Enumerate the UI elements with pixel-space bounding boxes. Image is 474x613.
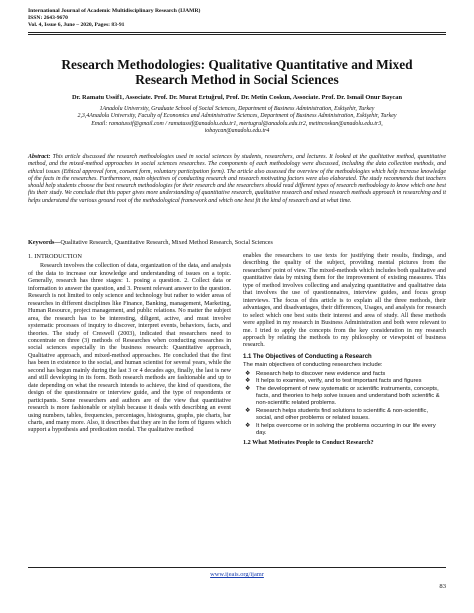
- footer-rule: [28, 567, 446, 568]
- abstract: [28, 154, 446, 205]
- journal-issn: ISSN: 2643-9670: [28, 15, 68, 22]
- diamond-bullet-icon: ❖: [245, 385, 251, 392]
- section-heading-introduction: 1. INTRODUCTION: [28, 253, 82, 260]
- title-line: Research Methodologies: Qualitative Quantitative and Mixed: [61, 57, 413, 72]
- list-item: ❖ The development of new systematic or scientific instruments, concepts, facts, and theories to help solve issues and understand both scientific & non-scientific related problems.: [245, 385, 440, 407]
- left-column: [28, 253, 231, 435]
- header-rule-double: [28, 34, 446, 35]
- diamond-bullet-icon: ❖: [245, 407, 251, 414]
- list-item: ❖ It helps to examine, verify, and to test important facts and figures: [245, 378, 422, 385]
- list-item: ❖ Research helps students find solutions to scientific & non-scientific, social, and other problems or related issues.: [245, 407, 429, 422]
- diamond-bullet-icon: ❖: [245, 378, 251, 385]
- affiliation-line: 2,3,4Anadolu University, Faculty of Economics and Administrative Sciences, Department of Business Administration, Eskişehir, Turkey: [77, 113, 397, 120]
- keywords-label: Keywords—: [28, 240, 61, 246]
- header-rule: [28, 32, 446, 33]
- list-item: ❖ Research help to discover new evidence and facts: [245, 370, 386, 377]
- subsection-heading-motivation: 1.2 What Motivates People to Conduct Research?: [243, 439, 374, 447]
- diamond-bullet-icon: ❖: [245, 370, 251, 377]
- intro-paragraph-continued: enables the researchers to use texts for justifying their results, findings, and describing the quality of the subject, providing mental pictures from the researchers' point of view. The mixed-methods which includes both qualitative and quantitative data by mixing them for the improvement of existing measures. This type of method involves collecting and analyzing quantitative and qualitative data that involves the use of questionnaires, interview guides, and focus group interviews. The focus of this article is to explain all the three methods, their advantages, and disadvantages, their differences, Usages, and analysis for research to select which one best suits their interest and area of study. All these methods were applied in my research in Business Administration and both were relevant to me. I tried to apply the concepts from the key consideration in my research approach by relating the methods to my philosophy or viewpoint of business research.: [243, 253, 446, 349]
- subsection-heading-objectives: 1.1 The Objectives of Conducting a Research: [243, 353, 372, 360]
- objectives-list: [243, 371, 446, 438]
- objectives-intro: The main objectives of conducting researches include:: [243, 362, 383, 369]
- abstract-text: This article discussed the research methodologies used in social sciences by students, researchers, and lectures. It looked at the qualitative method, quantitative method, and the mixed-method approaches in social sciences researches. The components of each methodology were discussed, including the data collection methods, and ethical issues (Ethical approval form, consent form, voluntary participation form). The article also assessed the overview of the methodologies which help increase knowledge of the facts in the researches. Furthermore, main objectives of conducting research and research motivating factors were also elaborated. The study recommends that teachers should help students choose the best research methodologies for their research and the researchers should read different types of research methodology to know which one best fits their study. We conclude that this paper gives more understanding of quantitative research, qualitative research and mixed research methods approach in researching and it helps understand the various ground root of the methodological framework and which one best fit the kind of research and at what time.: [28, 154, 446, 204]
- affiliation-line: 1Anadolu University, Graduate School of Social Sciences, Department of Business Administration, Eskişehir, Turkey: [99, 106, 375, 112]
- abstract-label: Abstract:: [28, 154, 51, 160]
- page-number: 83: [439, 583, 446, 590]
- affiliations: [30, 106, 444, 136]
- keywords: [28, 240, 446, 248]
- email-line: iobaycan@anadolu.edu.tr4: [204, 128, 270, 135]
- author-list: Dr. Ramatu Ussif1, Associate. Prof. Dr. Murat Ertuğrul, Prof. Dr. Metin Coskun, Associate. Prof. Dr. Ismail Onur Baycan: [72, 94, 402, 101]
- paper-title: [40, 57, 434, 87]
- footer-link[interactable]: www.ijeais.org/ijamr: [210, 571, 264, 578]
- journal-name: International Journal of Academic Multidisciplinary Research (IJAMR): [28, 8, 201, 14]
- intro-paragraph: Research involves the collection of data, organization of the data, and analysis of the data to increase our knowledge and understanding of issues on a topic. Generally, research has three stages: 1. posing a question. 2. Collect data or information to answer the question, and 3. Present relevant answer to the question. Research is not limited to only science and technology but rather to wider areas of researches in different disciplines like Finance, Banking, management, Marketing, Human Resource, project management, and public relations. No matter the subject area, the research has to be interesting, diligent, active, and must involve systematic processes of inquiry to discover, interpret events, behaviors, facts, and theories. The study of Creswell (2003), indicated that researchers need to concentrate on three (3) methods of Researches when conducting researches in social sciences especially in the business research: Quantitative approach, Qualitative approach, and mixed-method approaches. He concluded that the first has been in existence to the social, and human scientist for several years, while the second has begun mainly during the last 3 or 4 decades ago, finally, the last is new and still developing in its form. Both research methods are fashionable and up to date depending on what the research intends to achieve, the kind of questions, the design of the questionnaire or interview guide, and the type of respondents or participants. Some researchers and authors are of the view that quantitative research is more fashionable or stylish because it deals with describing an event using numbers, tables, frequencies, percentages, histograms, graphs, pie charts, bar charts, and many more. Also, it describes that they are in the form of figures which support a hypothesis and predication modal. The qualitative method: [28, 263, 231, 434]
- keywords-text: Qualitative Research, Quantitative Research, Mixed Method Research, Social Sciences: [60, 240, 273, 246]
- diamond-bullet-icon: ❖: [245, 422, 251, 429]
- right-column: [243, 253, 446, 447]
- email-line: Email: ramatussif@gmail.com / ramatussif@anadolu.edu.tr1, mertugrul@anadolu.edu.tr2, metincoskun@anadolu.edu.tr3,: [91, 120, 383, 127]
- list-item: ❖ It helps overcome or in solving the problems occurring in our life every day.: [245, 422, 436, 437]
- journal-volume: Vol. 4, Issue 6, June – 2020, Pages: 83-91: [28, 22, 125, 29]
- journal-header: [28, 8, 200, 30]
- title-line: Research Method in Social Sciences: [135, 72, 339, 87]
